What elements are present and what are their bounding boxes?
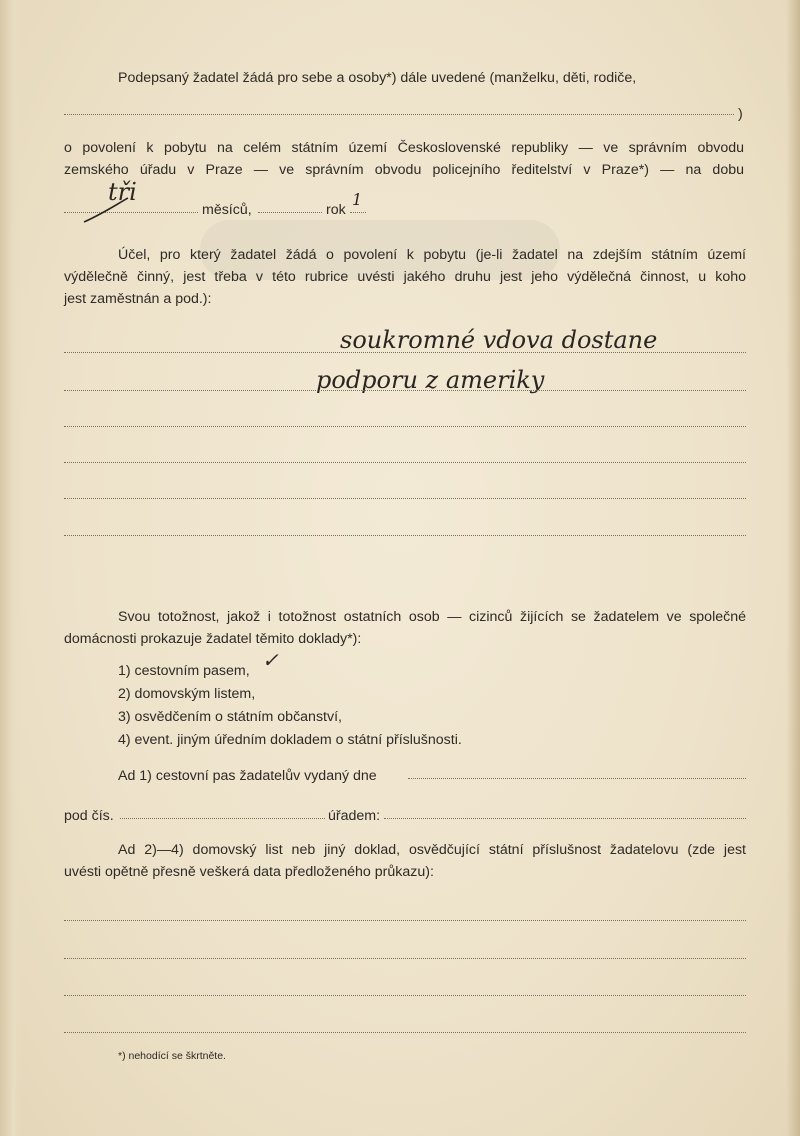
- identity-line-2: domácnosti prokazuje žadatel těmito doklady*):: [64, 631, 362, 647]
- passport-date-field[interactable]: [408, 778, 746, 779]
- year-field-left[interactable]: [258, 212, 322, 213]
- passport-issued-label: Ad 1) cestovní pas žadatelův vydaný dne: [118, 768, 377, 784]
- purpose-line-field-2[interactable]: [64, 390, 746, 391]
- passport-number-label: pod čís.: [64, 808, 114, 824]
- permit-line-1: o povolení k pobytu na celém státním území Československé republiky — ve správním obvodu: [64, 140, 744, 156]
- purpose-line-3: jest zaměstnán a pod.):: [64, 291, 212, 307]
- home-certificate-line-2: uvésti opětně přesně veškerá data předloženého průkazu):: [64, 864, 434, 880]
- purpose-line-2: výdělečně činný, jest třeba v této rubrice uvésti jakého druhu jest jeho výdělečná činnost, u koho: [64, 269, 746, 285]
- purpose-handwritten-2: podporu z ameriky: [316, 366, 545, 394]
- certificate-field-2[interactable]: [64, 958, 746, 959]
- applicant-line: Podepsaný žadatel žádá pro sebe a osoby*) dále uvedené (manželku, děti, rodiče,: [118, 70, 637, 86]
- purpose-line-field-3[interactable]: [64, 426, 746, 427]
- identity-line-1: Svou totožnost, jakož i totožnost ostatních osob — cizinců žijících se žadatelem ve společné: [118, 609, 746, 625]
- doc-item-1: 1) cestovním pasem,: [118, 663, 250, 679]
- doc-item-2: 2) domovským listem,: [118, 686, 256, 702]
- purpose-line-field-1[interactable]: [64, 352, 746, 353]
- paper-edge-right: [786, 0, 800, 1136]
- purpose-handwritten-1: soukromné vdova dostane: [340, 326, 658, 354]
- doc-item-3: 3) osvědčením o státním občanství,: [118, 709, 342, 725]
- home-certificate-line-1: Ad 2)—4) domovský list neb jiný doklad, osvědčující státní příslušnost žadatelovu (zde jest: [118, 842, 746, 858]
- months-handwritten-value: tři: [108, 178, 137, 206]
- persons-dotted-line[interactable]: [64, 114, 734, 115]
- year-handwritten-value: 1: [352, 190, 363, 209]
- passport-number-field[interactable]: [120, 818, 325, 819]
- persons-close-paren: ): [738, 106, 743, 122]
- issuing-office-field[interactable]: [384, 818, 746, 819]
- permit-line-2: zemského úřadu v Praze — ve správním obvodu policejního ředitelství v Praze*) — na dobu: [64, 162, 744, 178]
- certificate-field-4[interactable]: [64, 1032, 746, 1033]
- months-label: měsíců,: [202, 202, 252, 218]
- purpose-line-field-5[interactable]: [64, 498, 746, 499]
- year-label: rok: [326, 202, 346, 218]
- footnote: *) nehodící se škrtněte.: [118, 1050, 226, 1062]
- paper-edge-left: [0, 0, 22, 1136]
- issuing-office-label: úřadem:: [328, 808, 381, 824]
- certificate-field-3[interactable]: [64, 995, 746, 996]
- year-field[interactable]: [350, 212, 366, 213]
- certificate-field-1[interactable]: [64, 920, 746, 921]
- doc-item-4: 4) event. jiným úředním dokladem o státní příslušnosti.: [118, 732, 462, 748]
- purpose-line-field-4[interactable]: [64, 462, 746, 463]
- months-flourish: [82, 196, 142, 226]
- check-mark-icon: ✓: [262, 648, 279, 672]
- purpose-line-1: Účel, pro který žadatel žádá o povolení k pobytu (je-li žadatel na zdejším státním území: [118, 247, 746, 263]
- purpose-line-field-6[interactable]: [64, 535, 746, 536]
